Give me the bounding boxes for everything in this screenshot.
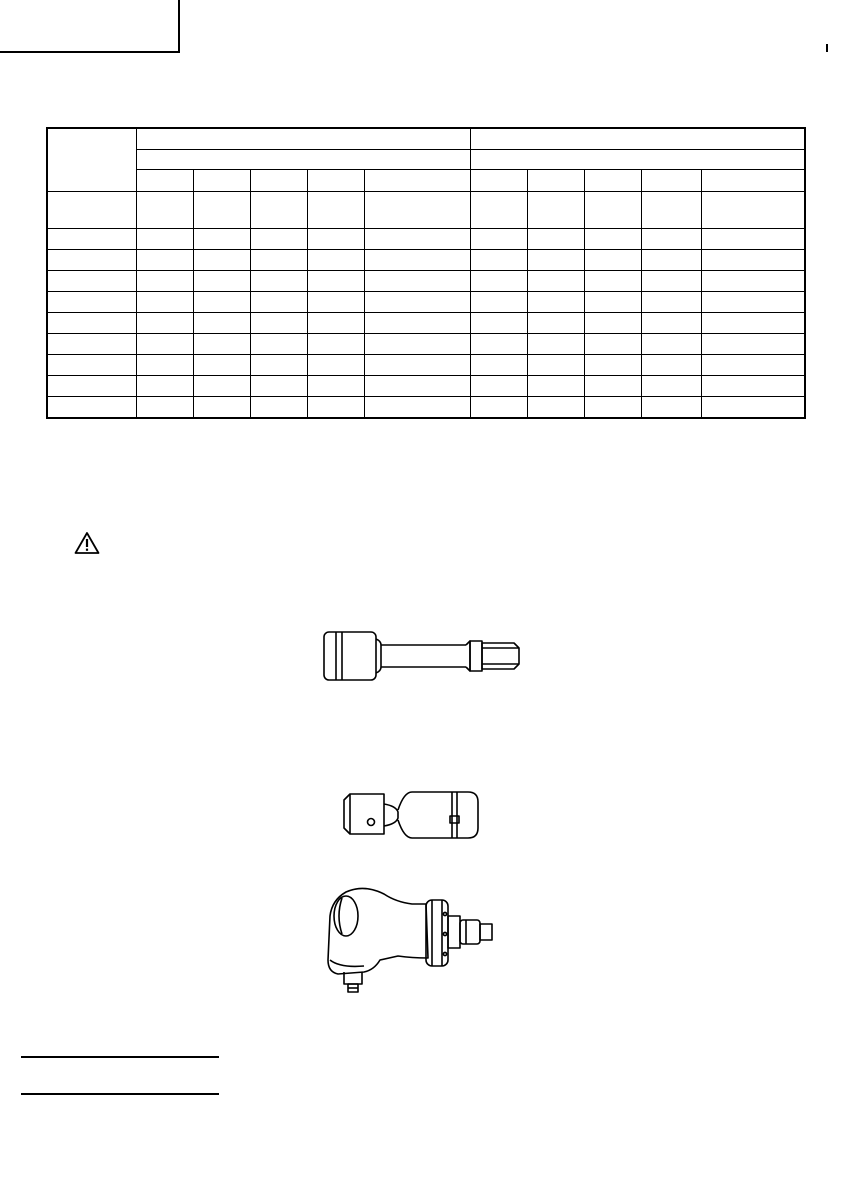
table-cell: [641, 249, 701, 270]
table-cell: [193, 375, 250, 396]
table-cell: [527, 228, 584, 249]
table-row: [47, 354, 805, 375]
table-cell: [193, 249, 250, 270]
table-cell: [47, 228, 136, 249]
table-cell: [701, 249, 805, 270]
table-column-header: [641, 169, 701, 191]
table-cell: [470, 333, 527, 354]
table-cell: [701, 312, 805, 333]
table-cell: [136, 354, 193, 375]
table-row: [47, 228, 805, 249]
table-cell: [250, 270, 307, 291]
table-cell: [364, 333, 470, 354]
table-cell: [584, 375, 641, 396]
page-tab-box: [0, 0, 180, 53]
table-column-header: [584, 169, 641, 191]
table-cell: [250, 291, 307, 312]
table-cell: [701, 354, 805, 375]
table-row: [47, 291, 805, 312]
table-cell: [193, 354, 250, 375]
table-row: [47, 270, 805, 291]
table-cell: [701, 270, 805, 291]
table-column-header: [193, 169, 250, 191]
table-cell: [470, 354, 527, 375]
socket-extension-bar-illustration: [318, 627, 524, 685]
table-row: [47, 249, 805, 270]
table-cell: [527, 312, 584, 333]
table-cell: [47, 312, 136, 333]
table-column-header: [527, 169, 584, 191]
table-cell: [364, 191, 470, 228]
table-column-header: [364, 169, 470, 191]
table-cell: [364, 396, 470, 418]
table-cell: [307, 375, 364, 396]
table-cell: [136, 291, 193, 312]
table-cell: [527, 375, 584, 396]
table-header-row-3: [47, 169, 805, 191]
table-cell: [136, 270, 193, 291]
table-cell: [307, 191, 364, 228]
footnote-rule-bottom: [21, 1093, 219, 1095]
table-group-header-right: [470, 128, 805, 149]
table-cell: [47, 354, 136, 375]
table-cell: [527, 270, 584, 291]
table-cell: [193, 191, 250, 228]
table-header-row-2: [47, 149, 805, 169]
table-cell: [701, 228, 805, 249]
table-cell: [470, 396, 527, 418]
spec-table: [46, 127, 806, 419]
table-cell: [641, 312, 701, 333]
table-cell: [641, 354, 701, 375]
table-cell: [250, 249, 307, 270]
table-cell: [527, 396, 584, 418]
table-cell: [641, 396, 701, 418]
table-cell: [701, 396, 805, 418]
table-group-header-left: [136, 128, 470, 149]
table-cell: [641, 228, 701, 249]
table-cell: [193, 228, 250, 249]
spec-table-container: [46, 127, 804, 416]
table-row: [47, 396, 805, 418]
table-cell: [364, 291, 470, 312]
table-header-row-1: [47, 128, 805, 149]
table-cell: [307, 228, 364, 249]
table-cell: [47, 191, 136, 228]
table-row: [47, 312, 805, 333]
table-cell: [584, 354, 641, 375]
table-cell: [307, 312, 364, 333]
table-column-header: [307, 169, 364, 191]
table-cell: [584, 333, 641, 354]
table-cell: [527, 333, 584, 354]
table-cell: [701, 291, 805, 312]
table-subgroup-header-left: [136, 149, 470, 169]
table-cell: [584, 191, 641, 228]
table-cell: [527, 191, 584, 228]
table-cell: [193, 270, 250, 291]
table-corner-cell: [47, 128, 136, 191]
corner-crop-mark: [826, 44, 828, 52]
table-cell: [364, 312, 470, 333]
table-cell: [193, 291, 250, 312]
table-cell: [136, 375, 193, 396]
table-cell: [250, 228, 307, 249]
table-cell: [584, 270, 641, 291]
table-cell: [584, 312, 641, 333]
table-row: [47, 333, 805, 354]
table-cell: [527, 354, 584, 375]
table-cell: [136, 228, 193, 249]
table-cell: [250, 333, 307, 354]
table-cell: [47, 375, 136, 396]
table-cell: [250, 396, 307, 418]
table-cell: [641, 333, 701, 354]
table-cell: [250, 354, 307, 375]
table-cell: [584, 249, 641, 270]
table-cell: [470, 375, 527, 396]
table-column-header: [701, 169, 805, 191]
table-cell: [193, 396, 250, 418]
table-column-header: [136, 169, 193, 191]
table-cell: [307, 354, 364, 375]
table-cell: [470, 249, 527, 270]
table-subgroup-header-right: [470, 149, 805, 169]
table-cell: [701, 333, 805, 354]
table-cell: [470, 228, 527, 249]
table-cell: [136, 191, 193, 228]
table-cell: [701, 191, 805, 228]
table-column-header: [250, 169, 307, 191]
table-cell: [307, 270, 364, 291]
table-cell: [250, 375, 307, 396]
table-cell: [527, 291, 584, 312]
table-cell: [364, 375, 470, 396]
table-cell: [364, 354, 470, 375]
table-cell: [307, 249, 364, 270]
table-cell: [250, 312, 307, 333]
socket-adapter-illustration: [338, 786, 484, 844]
table-cell: [364, 249, 470, 270]
table-cell: [470, 270, 527, 291]
warning-triangle-icon: [74, 531, 100, 555]
table-cell: [470, 312, 527, 333]
table-cell: [136, 333, 193, 354]
table-cell: [307, 333, 364, 354]
table-cell: [136, 249, 193, 270]
table-cell: [641, 191, 701, 228]
table-cell: [47, 249, 136, 270]
footnote-rule-top: [21, 1056, 219, 1058]
table-cell: [364, 270, 470, 291]
table-cell: [136, 312, 193, 333]
table-cell: [193, 333, 250, 354]
table-cell: [47, 270, 136, 291]
table-cell: [584, 396, 641, 418]
table-cell: [250, 191, 307, 228]
table-cell: [527, 249, 584, 270]
table-cell: [307, 291, 364, 312]
table-cell: [470, 191, 527, 228]
table-cell: [47, 333, 136, 354]
table-cell: [470, 291, 527, 312]
table-cell: [701, 375, 805, 396]
table-row: [47, 375, 805, 396]
table-cell: [307, 396, 364, 418]
table-cell: [193, 312, 250, 333]
table-cell: [136, 396, 193, 418]
table-cell: [641, 375, 701, 396]
table-cell: [641, 291, 701, 312]
table-cell: [584, 228, 641, 249]
table-cell: [364, 228, 470, 249]
table-cell: [584, 291, 641, 312]
table-row: [47, 191, 805, 228]
table-cell: [641, 270, 701, 291]
angle-head-attachment-illustration: [316, 876, 498, 998]
table-cell: [47, 291, 136, 312]
table-column-header: [470, 169, 527, 191]
table-cell: [47, 396, 136, 418]
